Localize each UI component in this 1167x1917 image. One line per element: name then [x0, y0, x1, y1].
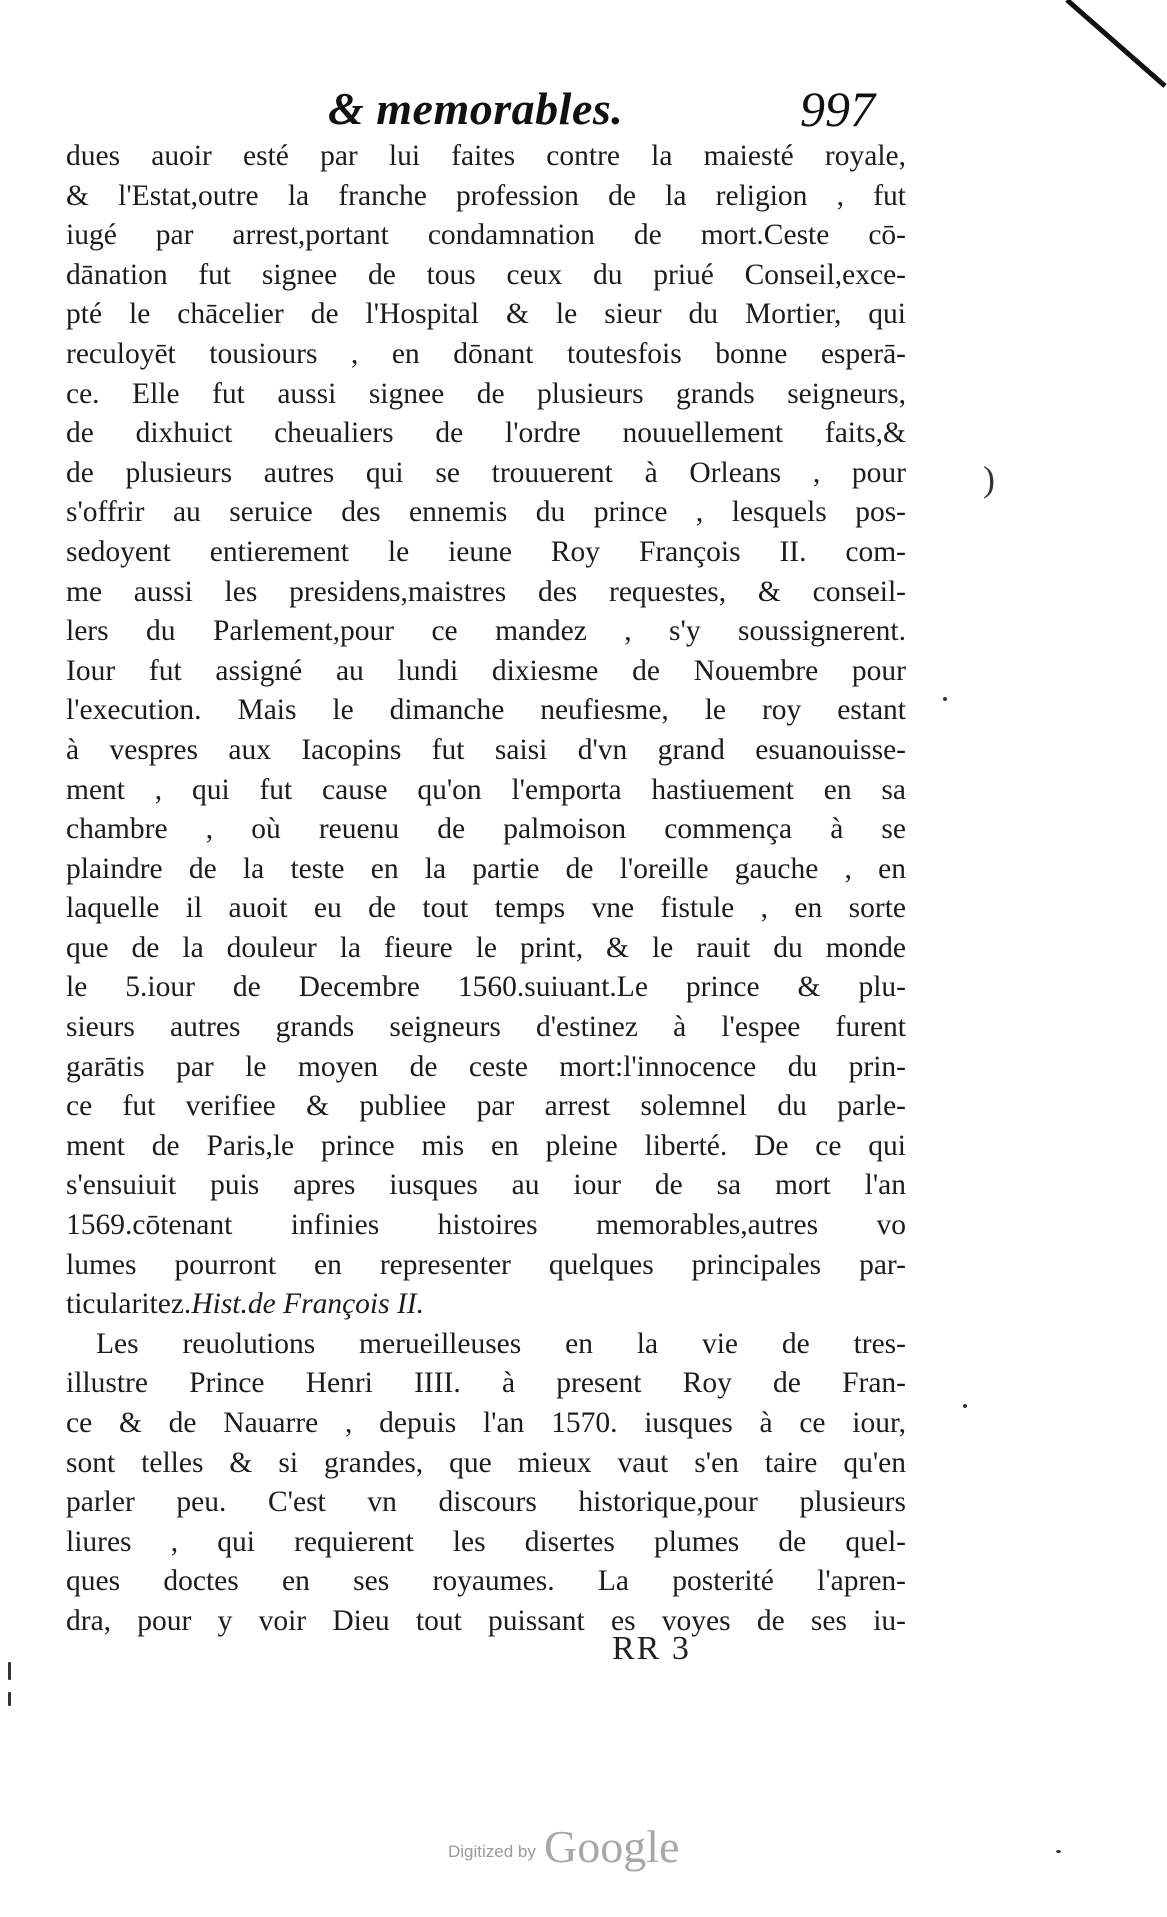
text-line: & l'Estat,outre la franche profession de la religion , fut — [66, 179, 906, 212]
text-line: liures , qui requierent les disertes plumes de quel- — [66, 1525, 906, 1558]
text-line: dānation fut signee de tous ceux du priué Conseil,exce- — [66, 258, 906, 291]
text-line: lumes pourront en representer quelques principales par- — [66, 1248, 906, 1281]
text-line: ce fut verifiee & publiee par arrest solemnel du parle- — [66, 1090, 906, 1123]
text-line: sieurs autres grands seigneurs d'estinez à l'espee furent — [66, 1011, 906, 1044]
page-number: 997 — [800, 81, 875, 137]
paragraph-start-line: Les reuolutions merueilleuses en la vie de tres- — [96, 1327, 906, 1360]
digitized-by-google-watermark — [448, 1820, 708, 1880]
text-line: me aussi les presidens,maistres des requestes, & conseil- — [66, 575, 906, 608]
ink-speck — [943, 697, 947, 701]
text-line: dra, pour y voir Dieu tout puissant es voyes de ses iu- — [66, 1604, 906, 1637]
ink-speck — [8, 1692, 11, 1706]
ink-speck — [8, 1662, 11, 1680]
watermark-digitized-by: Digitized by — [448, 1842, 536, 1861]
text-line: ticularitez. — [66, 1288, 192, 1321]
text-line: sedoyent entierement le ieune Roy François II. com- — [66, 535, 906, 568]
text-line: laquelle il auoit eu de tout temps vne fistule , en sorte — [66, 892, 906, 925]
watermark-google-logo: Google — [544, 1821, 680, 1872]
text-line: chambre , où reuenu de palmoison commença à se — [66, 813, 906, 846]
text-line: dues auoir esté par lui faites contre la maiesté royale, — [66, 140, 906, 172]
text-line: à vespres aux Iacopins fut saisi d'vn grand esuanouisse- — [66, 733, 906, 766]
text-line: ce & de Nauarre , depuis l'an 1570. iusques à ce iour, — [66, 1407, 906, 1439]
text-line: parler peu. C'est vn discours historique,pour plusieurs — [66, 1486, 906, 1519]
text-line: que de la douleur la fieure le print, & le rauit du monde — [66, 931, 906, 964]
page-header — [0, 82, 1167, 142]
text-line: garātis par le moyen de ceste mort:l'innocence du prin- — [66, 1050, 906, 1083]
text-line: s'offrir au seruice des ennemis du prince , lesquels pos- — [66, 496, 906, 529]
text-line: de dixhuict cheualiers de l'ordre nouuellement faits,& — [66, 417, 906, 450]
text-line: ce. Elle fut aussi signee de plusieurs grands seigneurs, — [66, 377, 906, 410]
text-line: lers du Parlement,pour ce mandez , s'y soussignerent. — [66, 615, 906, 648]
printer-signature: RR 3 — [612, 1630, 691, 1667]
text-line-with-citation — [66, 1285, 906, 1325]
text-line: reculoyēt tousiours , en dōnant toutesfois bonne esperā- — [66, 337, 906, 370]
text-line: ques doctes en ses royaumes. La posterité l'apren- — [66, 1565, 906, 1598]
text-line: de plusieurs autres qui se trouuerent à Orleans , pour — [66, 456, 906, 489]
text-line: ment de Paris,le prince mis en pleine liberté. De ce qui — [66, 1129, 906, 1162]
ink-speck — [1056, 1850, 1061, 1853]
text-line: plaindre de la teste en la partie de l'oreille gauche , en — [66, 852, 906, 885]
text-line: 1569.cōtenant infinies histoires memorables,autres vo — [66, 1209, 906, 1242]
text-line: Iour fut assigné au lundi dixiesme de Nouembre pour — [66, 654, 906, 687]
page-corner-fold-mark — [1057, 0, 1167, 90]
text-line: illustre Prince Henri IIII. à present Roy de Fran- — [66, 1367, 906, 1400]
text-line: s'ensuiuit puis apres iusques au iour de sa mort l'an — [66, 1169, 906, 1202]
text-line: sont telles & si grandes, que mieux vaut s'en taire qu'en — [66, 1446, 906, 1479]
ink-speck — [963, 1404, 967, 1408]
text-line: l'execution. Mais le dimanche neufiesme, le roy estant — [66, 694, 906, 727]
text-line: ment , qui fut cause qu'on l'emporta hastiuement en sa — [66, 773, 906, 806]
running-title: & memorables. — [328, 83, 624, 134]
margin-mark: ) — [983, 459, 995, 499]
body-text — [66, 137, 906, 1642]
text-line: le 5.iour de Decembre 1560.suiuant.Le prince & plu- — [66, 971, 906, 1004]
source-citation: Hist.de François II. — [191, 1288, 424, 1321]
text-line: iugé par arrest,portant condamnation de mort.Ceste cō- — [66, 219, 906, 252]
text-line: pté le chācelier de l'Hospital & le sieur du Mortier, qui — [66, 298, 906, 331]
